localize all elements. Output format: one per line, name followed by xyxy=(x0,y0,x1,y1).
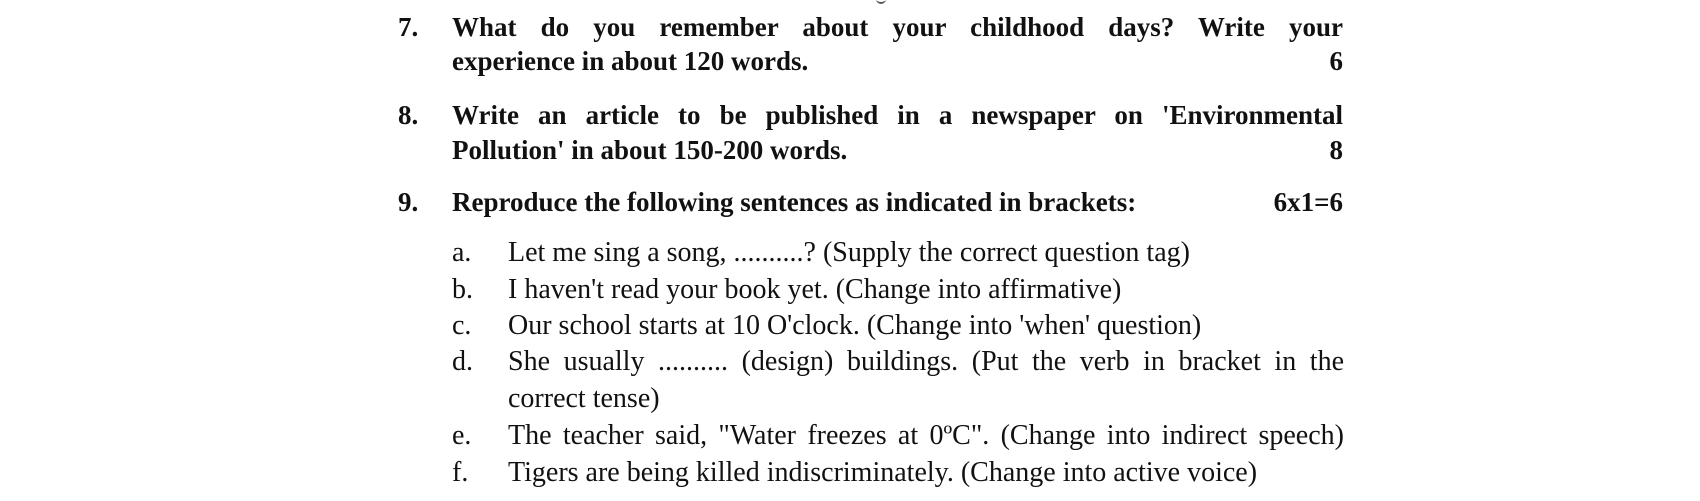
question-7-marks: 6 xyxy=(1329,46,1343,76)
subitem-b-text: I haven't read your book yet. (Change into affirmative) xyxy=(508,274,1122,305)
subitem-f-letter: f. xyxy=(452,457,469,488)
question-8-line-2: Pollution' in about 150-200 words. xyxy=(452,135,848,165)
page-top-mark xyxy=(876,0,886,4)
question-8-line-1: Write an article to be published in a newspaper on 'Environmental xyxy=(452,100,1343,130)
subitem-a-text: Let me sing a song, ..........? (Supply the correct question tag) xyxy=(508,237,1190,268)
subitem-d-text-line-1: She usually .......... (design) buildings. (Put the verb in bracket in the xyxy=(508,346,1344,377)
subitem-d-letter: d. xyxy=(452,346,473,377)
question-8-number: 8. xyxy=(398,100,419,130)
question-9-marks: 6x1=6 xyxy=(1273,187,1343,217)
subitem-f-text: Tigers are being killed indiscriminately. (Change into active voice) xyxy=(508,457,1258,488)
subitem-a-letter: a. xyxy=(452,237,472,268)
question-9-instruction: Reproduce the following sentences as indicated in brackets: xyxy=(452,187,1137,217)
subitem-b-letter: b. xyxy=(452,274,473,305)
question-7-number: 7. xyxy=(398,12,419,42)
subitem-d-text-line-2: correct tense) xyxy=(508,383,660,414)
question-7-line-1: What do you remember about your childhood days? Write your xyxy=(452,12,1343,42)
subitem-c-letter: c. xyxy=(452,310,472,341)
subitem-e-text: The teacher said, "Water freezes at 0ºC". (Change into indirect speech) xyxy=(508,420,1344,451)
subitem-e-letter: e. xyxy=(452,420,472,451)
question-7-line-2: experience in about 120 words. xyxy=(452,46,809,76)
question-8-marks: 8 xyxy=(1329,135,1343,165)
question-9-number: 9. xyxy=(398,187,419,217)
subitem-c-text: Our school starts at 10 O'clock. (Change into 'when' question) xyxy=(508,310,1202,341)
